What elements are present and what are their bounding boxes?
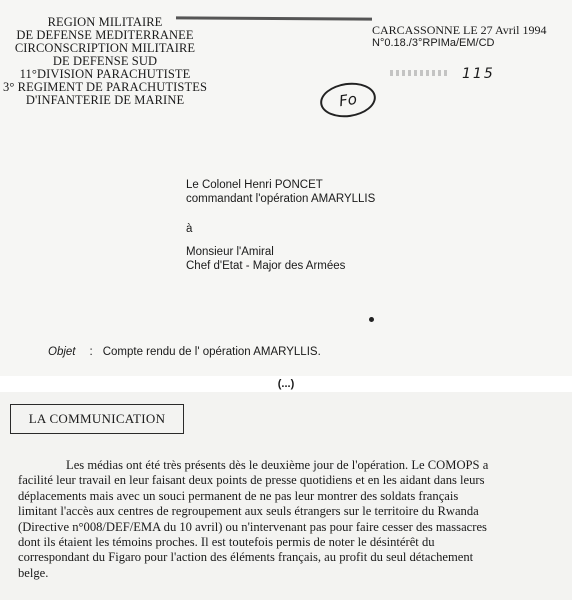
paragraph-line: dont ils étaient les témoins proches. Il est toutefois permis de noter le désintérêt du xyxy=(18,535,435,550)
place-date-block xyxy=(372,24,572,50)
sender-title: commandant l'opération AMARYLLIS xyxy=(186,193,376,205)
sender-name: Le Colonel Henri PONCET xyxy=(186,179,323,191)
omission-marker: (...) xyxy=(0,376,572,392)
subject-line xyxy=(48,346,321,358)
issuing-authority-block xyxy=(0,16,210,107)
subject-text: Compte rendu de l' opération AMARYLLIS. xyxy=(102,346,321,358)
authority-line: D'INFANTERIE DE MARINE xyxy=(25,93,185,107)
illegible-mark xyxy=(390,70,448,76)
authority-line: CIRCONSCRIPTION MILITAIRE xyxy=(14,41,196,55)
paragraph-line: déplacements mais avec un souci permanent de ne pas leur montrer des soldats français xyxy=(18,488,459,503)
authority-line: REGION MILITAIRE xyxy=(47,15,163,29)
sender-block xyxy=(186,178,375,206)
to-word: à xyxy=(186,223,193,235)
ink-dot xyxy=(369,317,374,322)
recipient-title: Chef d'Etat - Major des Armées xyxy=(186,260,346,272)
paragraph-line: facilité leur travail en leur faisant deux points de presse quotidiens et en les aidant dans leurs xyxy=(18,473,485,488)
paragraph-line: limitant l'accès aux centres de regroupement aux seuls étrangers sur le territoire du Rwanda xyxy=(18,504,479,519)
authority-line: DE DEFENSE SUD xyxy=(52,54,158,68)
paragraph-line: belge. xyxy=(18,565,49,580)
paragraph-line: (Directive n°008/DEF/EMA du 10 avril) ou n'intervenant pas pour faire cesser des massacres xyxy=(18,519,487,534)
place-date: CARCASSONNE LE 27 Avril 1994 xyxy=(372,23,547,37)
section-title: LA COMMUNICATION xyxy=(10,404,184,434)
handwritten-number: 115 xyxy=(462,66,495,82)
fo-stamp: Fo xyxy=(318,79,378,120)
communication-section-scan xyxy=(0,392,572,600)
section-paragraph xyxy=(18,458,566,581)
subject-label: Objet xyxy=(48,346,76,358)
recipient-name: Monsieur l'Amiral xyxy=(186,246,274,258)
subject-colon: : xyxy=(89,346,93,358)
authority-line: 11°DIVISION PARACHUTISTE xyxy=(19,67,191,81)
paragraph-line: correspondant du Figaro pour l'action des éléments français, au profit du seul détachement xyxy=(18,550,474,565)
paragraph-line: Les médias ont été très présents dès le deuxième jour de l'opération. Le COMOPS a xyxy=(66,458,489,472)
authority-line: 3° REGIMENT DE PARACHUTISTES xyxy=(3,80,207,94)
reference-number: N°0.18./3°RPIMa/EM/CD xyxy=(372,37,495,49)
recipient-block xyxy=(186,245,345,273)
authority-line: DE DEFENSE MEDITERRANEE xyxy=(16,28,194,42)
